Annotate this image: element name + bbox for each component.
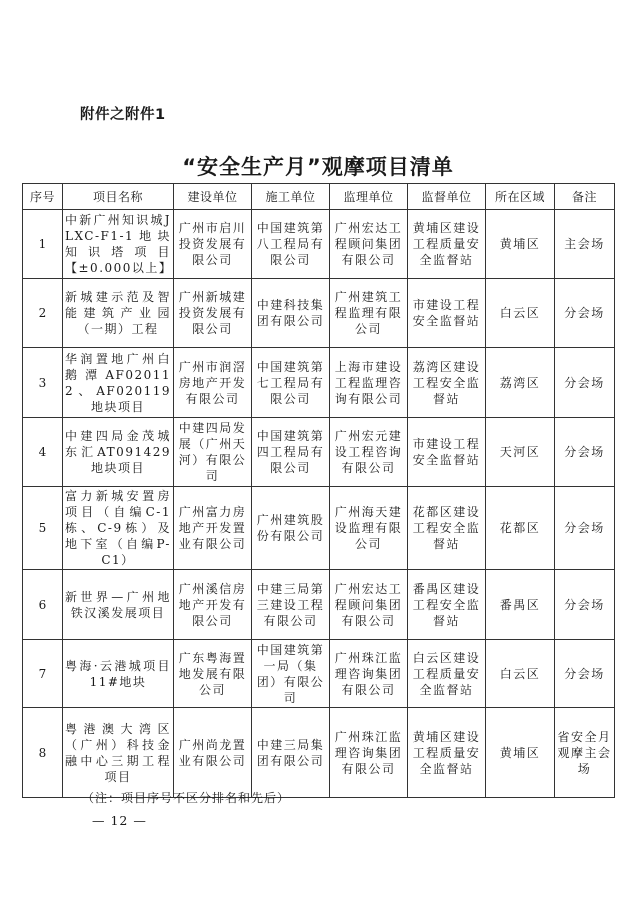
column-header: 施工单位	[252, 184, 330, 210]
project-name-cell: 粤海·云港城项目11#地块	[63, 640, 174, 708]
district-cell: 黄埔区	[486, 210, 555, 279]
supervision-unit-cell: 广州珠江监理咨询集团有限公司	[330, 640, 408, 708]
remark-cell: 分会场	[555, 487, 615, 570]
oversight-unit-cell: 市建设工程安全监督站	[408, 279, 486, 348]
remark-cell: 分会场	[555, 279, 615, 348]
remark-cell: 主会场	[555, 210, 615, 279]
district-cell: 白云区	[486, 279, 555, 348]
supervision-unit-cell: 广州宏元建设工程咨询有限公司	[330, 418, 408, 487]
project-name-cell: 新城建示范及智能建筑产业园（一期）工程	[63, 279, 174, 348]
construction-unit-cell: 广州尚龙置业有限公司	[174, 708, 252, 798]
remark-cell: 省安全月观摩主会场	[555, 708, 615, 798]
row-number-cell: 4	[23, 418, 63, 487]
project-name-cell: 中建四局金茂城东汇AT091429地块项目	[63, 418, 174, 487]
construction-unit-cell: 广州溪信房地产开发有限公司	[174, 570, 252, 640]
construction-unit-cell: 广东粤海置地发展有限公司	[174, 640, 252, 708]
oversight-unit-cell: 荔湾区建设工程安全监督站	[408, 348, 486, 418]
column-header: 建设单位	[174, 184, 252, 210]
contractor-unit-cell: 中国建筑第一局（集团）有限公司	[252, 640, 330, 708]
table-row	[23, 279, 615, 348]
attachment-label: 附件之附件1	[80, 107, 166, 123]
row-number-cell: 2	[23, 279, 63, 348]
oversight-unit-cell: 番禺区建设工程安全监督站	[408, 570, 486, 640]
oversight-unit-cell: 花都区建设工程安全监督站	[408, 487, 486, 570]
district-cell: 荔湾区	[486, 348, 555, 418]
remark-cell: 分会场	[555, 348, 615, 418]
table-row	[23, 570, 615, 640]
contractor-unit-cell: 中国建筑第四工程局有限公司	[252, 418, 330, 487]
row-number-cell: 7	[23, 640, 63, 708]
construction-unit-cell: 中建四局发展（广州天河）有限公司	[174, 418, 252, 487]
supervision-unit-cell: 广州海天建设监理有限公司	[330, 487, 408, 570]
supervision-unit-cell: 广州宏达工程顾问集团有限公司	[330, 570, 408, 640]
row-number-cell: 6	[23, 570, 63, 640]
district-cell: 黄埔区	[486, 708, 555, 798]
row-number-cell: 8	[23, 708, 63, 798]
project-name-cell: 新世界—广州地铁汉溪发展项目	[63, 570, 174, 640]
construction-unit-cell: 广州新城建投资发展有限公司	[174, 279, 252, 348]
district-cell: 番禺区	[486, 570, 555, 640]
project-name-cell: 华润置地广州白鹅潭AF020112、AF020119地块项目	[63, 348, 174, 418]
project-name-cell: 中新广州知识城JLXC-F1-1地块知识塔项目【±0.000以上】	[63, 210, 174, 279]
contractor-unit-cell: 中国建筑第八工程局有限公司	[252, 210, 330, 279]
footnote: （注：项目序号不区分排名和先后）	[82, 791, 291, 805]
contractor-unit-cell: 中建三局第三建设工程有限公司	[252, 570, 330, 640]
supervision-unit-cell: 广州珠江监理咨询集团有限公司	[330, 708, 408, 798]
contractor-unit-cell: 广州建筑股份有限公司	[252, 487, 330, 570]
column-header: 序号	[23, 184, 63, 210]
supervision-unit-cell: 广州建筑工程监理有限公司	[330, 279, 408, 348]
construction-unit-cell: 广州市启川投资发展有限公司	[174, 210, 252, 279]
row-number-cell: 1	[23, 210, 63, 279]
remark-cell: 分会场	[555, 640, 615, 708]
column-header: 所在区域	[486, 184, 555, 210]
supervision-unit-cell: 上海市建设工程监理咨询有限公司	[330, 348, 408, 418]
project-name-cell: 粤港澳大湾区（广州）科技金融中心三期工程项目	[63, 708, 174, 798]
remark-cell: 分会场	[555, 570, 615, 640]
table-row	[23, 348, 615, 418]
district-cell: 花都区	[486, 487, 555, 570]
oversight-unit-cell: 白云区建设工程质量安全监督站	[408, 640, 486, 708]
row-number-cell: 3	[23, 348, 63, 418]
construction-unit-cell: 广州富力房地产开发置业有限公司	[174, 487, 252, 570]
table-body	[23, 210, 615, 798]
project-name-cell: 富力新城安置房项目（自编C-1栋、C-9栋）及地下室（自编P-C1）	[63, 487, 174, 570]
project-table	[22, 183, 615, 798]
district-cell: 白云区	[486, 640, 555, 708]
row-number-cell: 5	[23, 487, 63, 570]
table-row	[23, 487, 615, 570]
oversight-unit-cell: 市建设工程安全监督站	[408, 418, 486, 487]
table-row	[23, 708, 615, 798]
column-header: 监督单位	[408, 184, 486, 210]
oversight-unit-cell: 黄埔区建设工程质量安全监督站	[408, 210, 486, 279]
contractor-unit-cell: 中建三局集团有限公司	[252, 708, 330, 798]
construction-unit-cell: 广州市润滘房地产开发有限公司	[174, 348, 252, 418]
oversight-unit-cell: 黄埔区建设工程质量安全监督站	[408, 708, 486, 798]
table-row	[23, 418, 615, 487]
contractor-unit-cell: 中国建筑第七工程局有限公司	[252, 348, 330, 418]
table-header-row	[23, 184, 615, 210]
remark-cell: 分会场	[555, 418, 615, 487]
district-cell: 天河区	[486, 418, 555, 487]
supervision-unit-cell: 广州宏达工程顾问集团有限公司	[330, 210, 408, 279]
page-number: — 12 —	[92, 813, 147, 828]
table-row	[23, 210, 615, 279]
contractor-unit-cell: 中建科技集团有限公司	[252, 279, 330, 348]
page-title: “安全生产月”观摩项目清单	[182, 155, 454, 179]
column-header: 监理单位	[330, 184, 408, 210]
column-header: 备注	[555, 184, 615, 210]
table-row	[23, 640, 615, 708]
column-header: 项目名称	[63, 184, 174, 210]
